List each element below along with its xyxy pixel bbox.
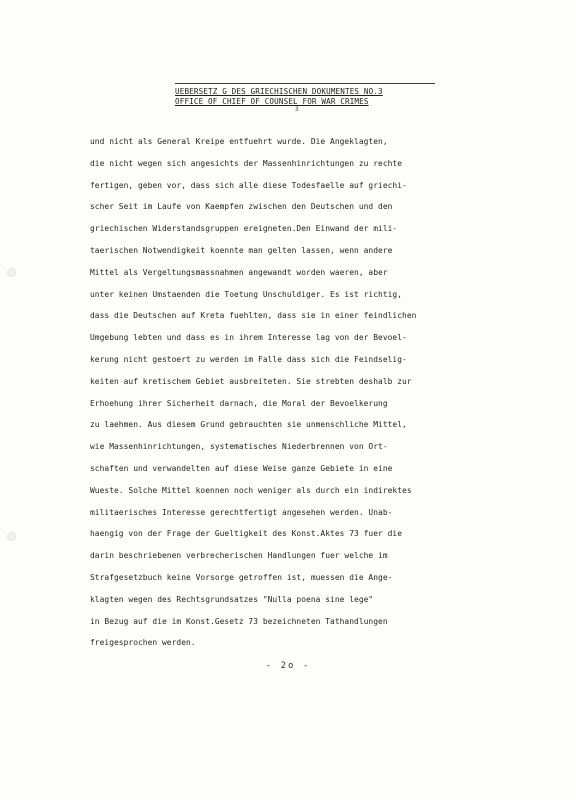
body-line: wie Massenhinrichtungen, systematisches Niederbrennen von Ort-	[90, 442, 388, 452]
body-line: keiten auf kretischem Gebiet ausbreiteten. Sie strebten deshalb zur	[90, 376, 412, 386]
body-line: Erhoehung ihrer Sicherheit darnach, die Moral der Bevoelkerung	[90, 398, 388, 408]
body-line: schaften und verwandelten auf diese Weise ganze Gebiete in eine	[90, 463, 393, 473]
body-line: freigesprochen werden.	[90, 638, 196, 648]
document-header	[175, 83, 435, 113]
body-line: unter keinen Umstaenden die Toetung Unschuldiger. Es ist richtig,	[90, 289, 403, 299]
body-line: militaerisches Interesse gerechtfertigt angesehen werden. Unab-	[90, 507, 393, 517]
body-line: Mittel als Vergeltungsmassnahmen angewandt worden waeren, aber	[90, 267, 388, 277]
punch-hole-mark	[7, 268, 16, 277]
body-line: Wueste. Solche Mittel koennen noch weniger als durch ein indirektes	[90, 485, 412, 495]
body-line: scher Seit im Laufe von Kaempfen zwischen den Deutschen und den	[90, 202, 393, 212]
body-line: fertigen, geben vor, dass sich alle diese Todesfaelle auf griechi-	[90, 180, 407, 190]
body-line: darin beschriebenen verbrecherischen Handlungen fuer welche im	[90, 551, 388, 561]
body-line: haengig von der Frage der Gueltigkeit des Konst.Aktes 73 fuer die	[90, 529, 403, 539]
body-line: Umgebung lebten und dass es in ihrem Interesse lag von der Bevoel-	[90, 333, 407, 343]
page-number: - 2o -	[265, 661, 311, 671]
header-rule	[175, 83, 435, 84]
body-line: griechischen Widerstandsgruppen ereigneten.Den Einwand der mili-	[90, 224, 398, 234]
body-line: kerung nicht gestoert zu werden im Falle dass sich die Feindselig-	[90, 354, 407, 364]
body-line: in Bezug auf die im Konst.Gesetz 73 bezeichneten Tathandlungen	[90, 616, 388, 626]
punch-hole-mark	[7, 532, 16, 541]
header-title: UEBERSETZ G DES GRIECHISCHEN DOKUMENTES NO.3	[175, 87, 383, 96]
body-line: die nicht wegen sich angesichts der Massenhinrichtungen zu rechte	[90, 158, 403, 168]
body-line: taerischen Notwendigkeit koennte man gelten lassen, wenn andere	[90, 245, 393, 255]
body-line: klagten wegen des Rechtsgrundsatzes "Nulla poena sine lege"	[90, 594, 374, 604]
header-office: OFFICE OF CHIEF OF COUNSEL FOR WAR CRIMES	[175, 97, 369, 106]
body-line: zu laehmen. Aus diesem Grund gebrauchten sie unmenschliche Mittel,	[90, 420, 407, 430]
body-line: und nicht als General Kreipe entfuehrt wurde. Die Angeklagten,	[90, 137, 388, 146]
body-line: dass die Deutschen auf Kreta fuehlten, dass sie in einer feindlichen	[90, 311, 417, 321]
body-line: Strafgesetzbuch keine Vorsorge getroffen ist, muessen die Ange-	[90, 572, 393, 582]
body-text	[90, 137, 440, 660]
header-mark: 3	[295, 106, 299, 113]
